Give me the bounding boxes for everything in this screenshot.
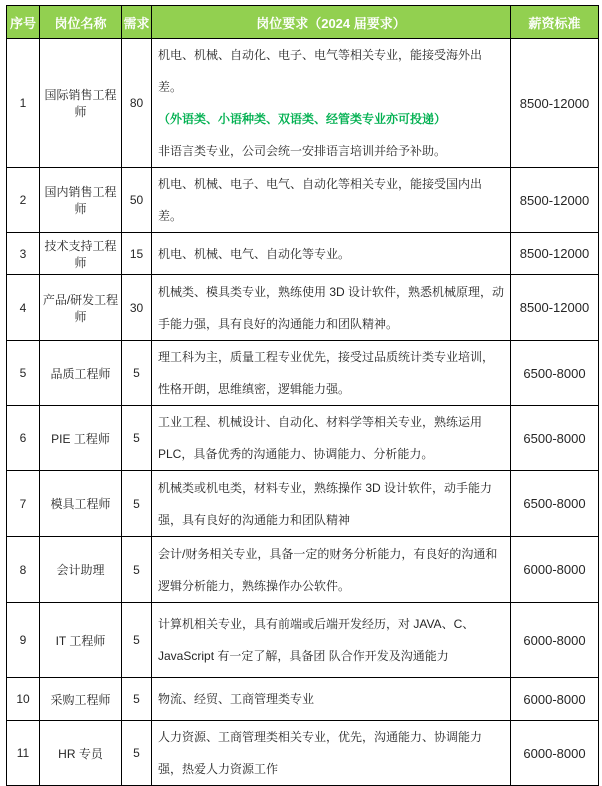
column-header-name: 岗位名称 [40,6,122,39]
position-name-cell: 产品/研发工程师 [40,275,122,341]
salary-cell: 8500-12000 [511,233,599,275]
header-row [7,6,599,39]
position-name-cell: 品质工程师 [40,341,122,406]
salary-cell: 6000-8000 [511,678,599,721]
demand-count-cell: 5 [122,721,152,786]
demand-count-cell: 5 [122,406,152,471]
demand-count-cell: 5 [122,678,152,721]
row-index-cell: 11 [7,721,40,786]
position-name-cell: 采购工程师 [40,678,122,721]
table-row [7,603,599,678]
row-index-cell: 1 [7,39,40,168]
table-header [7,6,599,39]
column-header-demand: 需求 [122,6,152,39]
position-name-cell: 国内销售工程师 [40,168,122,233]
position-name-cell: 国际销售工程师 [40,39,122,168]
salary-cell: 6000-8000 [511,603,599,678]
demand-count-cell: 5 [122,537,152,603]
row-index-cell: 6 [7,406,40,471]
requirements-cell [152,603,511,678]
salary-cell: 6500-8000 [511,341,599,406]
row-index-cell: 2 [7,168,40,233]
position-name-cell: 模具工程师 [40,471,122,537]
demand-count-cell: 5 [122,341,152,406]
salary-cell: 8500-12000 [511,39,599,168]
column-header-requirements: 岗位要求（2024 届要求） [152,6,511,39]
row-index-cell: 9 [7,603,40,678]
demand-count-cell: 30 [122,275,152,341]
row-index-cell: 5 [7,341,40,406]
requirements-cell [152,168,511,233]
requirement-line: 非语言类专业，公司会统一安排语言培训并给予补助。 [158,144,447,158]
position-name-cell: HR 专员 [40,721,122,786]
row-index-cell: 10 [7,678,40,721]
table-row [7,233,599,275]
demand-count-cell: 80 [122,39,152,168]
position-name-cell: PIE 工程师 [40,406,122,471]
demand-count-cell: 5 [122,471,152,537]
demand-count-cell: 15 [122,233,152,275]
row-index-cell: 4 [7,275,40,341]
table-row [7,39,599,168]
requirement-line: 计算机相关专业，具有前端或后端开发经历，对 JAVA、C、JavaScript 有一定了解，具备团 队合作开发及沟通能力 [158,617,475,663]
table-row [7,406,599,471]
table-row [7,168,599,233]
requirements-cell [152,678,511,721]
requirements-cell [152,721,511,786]
requirement-line: 工业工程、机械设计、自动化、材料学等相关专业，熟练运用 PLC，具备优秀的沟通能力、协调能力、分析能力。 [158,415,483,461]
requirements-cell [152,39,511,168]
requirements-cell [152,275,511,341]
table-row [7,275,599,341]
salary-cell: 6500-8000 [511,406,599,471]
demand-count-cell: 50 [122,168,152,233]
requirement-line: 机电、机械、电气、自动化等专业。 [158,246,351,261]
requirement-highlight-line: （外语类、小语种类、双语类、经管类专业亦可投递） [158,112,447,126]
salary-cell: 6000-8000 [511,721,599,786]
requirement-line: 物流、经贸、工商管理类专业 [158,692,315,706]
job-positions-table [6,5,599,786]
position-name-cell: 会计助理 [40,537,122,603]
column-header-index: 序号 [7,6,40,39]
requirement-line: 机电、机械、自动化、电子、电气等相关专业，能接受海外出差。 [158,48,483,94]
requirement-line: 机械类、模具类专业，熟练使用 3D 设计软件，熟悉机械原理，动手能力强，具有良好的沟通能力和团队精神。 [158,284,505,331]
salary-cell: 6000-8000 [511,537,599,603]
salary-cell: 8500-12000 [511,275,599,341]
requirement-line: 机电、机械、电子、电气、自动化等相关专业，能接受国内出差。 [158,177,483,223]
table-row [7,678,599,721]
column-header-salary: 薪资标准 [511,6,599,39]
requirements-cell [152,406,511,471]
table-row [7,537,599,603]
requirements-cell [152,341,511,406]
table-body [7,39,599,786]
requirement-line: 机械类或机电类，材料专业，熟练操作 3D 设计软件，动手能力强，具有良好的沟通能力和团队精神 [158,480,493,527]
requirements-cell [152,537,511,603]
row-index-cell: 8 [7,537,40,603]
demand-count-cell: 5 [122,603,152,678]
table-row [7,471,599,537]
position-name-cell: IT 工程师 [40,603,122,678]
table-row [7,721,599,786]
salary-cell: 6500-8000 [511,471,599,537]
row-index-cell: 3 [7,233,40,275]
requirement-line: 人力资源、工商管理类相关专业，优先，沟通能力、协调能力强，热爱人力资源工作 [158,730,483,776]
requirements-cell [152,471,511,537]
row-index-cell: 7 [7,471,40,537]
requirement-line: 会计/财务相关专业，具备一定的财务分析能力，有良好的沟通和逻辑分析能力，熟练操作办公软件。 [158,546,498,593]
requirement-line: 理工科为主，质量工程专业优先，接受过品质统计类专业培训，性格开朗，思维缜密，逻辑能力强。 [158,350,495,396]
table-row [7,341,599,406]
position-name-cell: 技术支持工程师 [40,233,122,275]
salary-cell: 8500-12000 [511,168,599,233]
requirements-cell [152,233,511,275]
